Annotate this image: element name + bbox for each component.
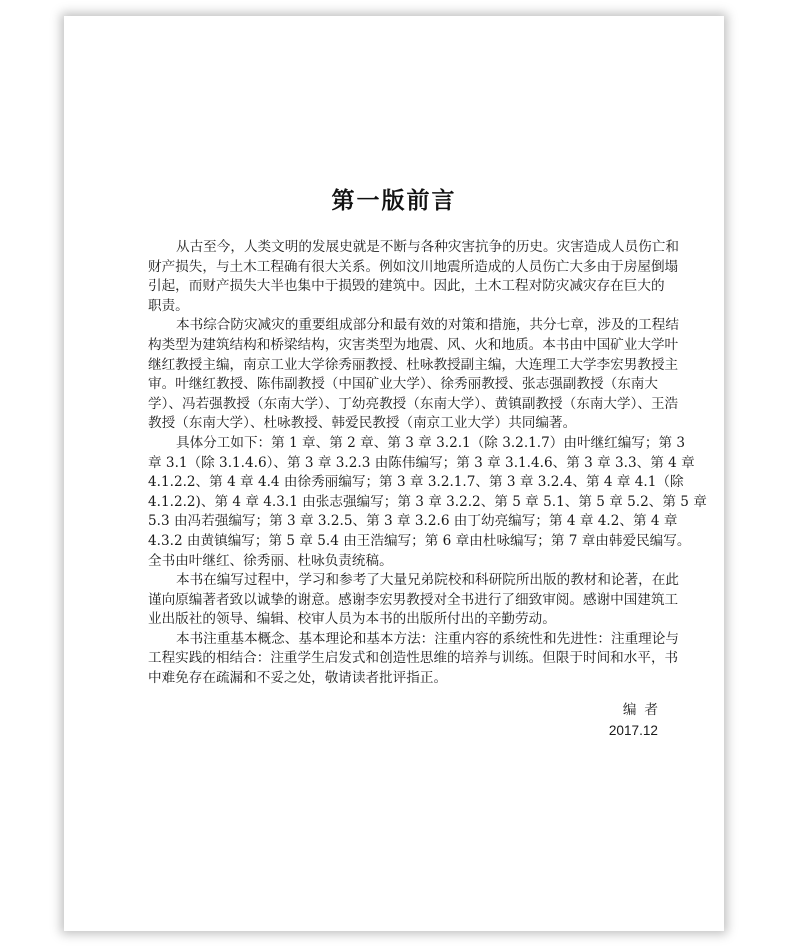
- text-line: 全书由叶继红、徐秀丽、杜咏负责统稿。: [148, 552, 393, 569]
- editor-signature: 编者: [622, 702, 666, 717]
- text-line: 从古至今，人类文明的发展史就是不断与各种灾害抗争的历史。灾害造成人员伤亡和: [176, 239, 679, 255]
- paragraph: [148, 434, 707, 571]
- preface-date: 2017.12: [608, 723, 658, 738]
- preface-body: [148, 238, 707, 689]
- text-line: 本书注重基本概念、基本理论和基本方法：注重内容的系统性和先进性：注重理论与: [176, 630, 679, 647]
- text-line: 业出版社的领导、编辑、校审人员为本书的出版所付出的辛勤劳动。: [148, 611, 556, 628]
- text-line: 中难免存在疏漏和不妥之处，敬请读者批评指正。: [148, 670, 448, 687]
- text-line: 引起，而财产损失大半也集中于损毁的建筑中。因此，土木工程对防灾减灾存在巨大的: [148, 278, 665, 295]
- paragraph: [148, 238, 679, 316]
- text-line: 本书综合防灾减灾的重要组成部分和最有效的对策和措施，共分七章，涉及的工程结: [176, 317, 679, 334]
- text-line: 谨向原编著者致以诚挚的谢意。感谢李宏男教授对全书进行了细致审阅。感谢中国建筑工: [148, 591, 679, 608]
- page-title: 第一版前言: [331, 188, 457, 214]
- text-line: 教授（东南大学）、杜咏教授、韩爱民教授（南京工业大学）共同编著。: [148, 415, 577, 432]
- document-page: [64, 16, 724, 931]
- paragraph: [148, 316, 679, 434]
- text-line: 审。叶继红教授、陈伟副教授（中国矿业大学）、徐秀丽教授、张志强副教授（东南大: [148, 376, 658, 393]
- text-line: 学）、冯若强教授（东南大学）、丁幼亮教授（东南大学）、黄镇副教授（东南大学）、王浩: [148, 395, 679, 412]
- paragraph: [148, 630, 679, 689]
- text-line: 具体分工如下：第 1 章、第 2 章、第 3 章 3.2.1（除 3.2.1.7）由叶继红编写；第 3: [176, 434, 686, 451]
- text-line: 4.1.2.2、第 4 章 4.4 由徐秀丽编写；第 3 章 3.2.1.7、第 3 章 3.2.4、第 4 章 4.1（除: [148, 474, 684, 491]
- text-line: 5.3 由冯若强编写；第 3 章 3.2.5、第 3 章 3.2.6 由丁幼亮编写；第 4 章 4.2、第 4 章: [148, 513, 678, 530]
- paragraph: [148, 571, 679, 630]
- text-line: 构类型为建筑结构和桥梁结构，灾害类型为地震、风、火和地质。本书由中国矿业大学叶: [148, 336, 679, 353]
- text-line: 4.3.2 由黄镇编写；第 5 章 5.4 由王浩编写；第 6 章由杜咏编写；第 7 章由韩爱民编写。: [148, 532, 691, 549]
- text-line: 继红教授主编，南京工业大学徐秀丽教授、杜咏教授副主编，大连理工大学李宏男教授主: [148, 356, 679, 373]
- text-line: 工程实践的相结合：注重学生启发式和创造性思维的培养与训练。但限于时间和水平，书: [148, 650, 679, 667]
- text-line: 4.1.2.2)、第 4 章 4.3.1 由张志强编写；第 3 章 3.2.2、第 5 章 5.1、第 5 章 5.2、第 5 章: [148, 493, 707, 510]
- text-line: 财产损失，与土木工程确有很大关系。例如汶川地震所造成的人员伤亡大多由于房屋倒塌: [148, 258, 679, 275]
- text-line: 章 3.1（除 3.1.4.6）、第 3 章 3.2.3 由陈伟编写；第 3 章 3.1.4.6、第 3 章 3.3、第 4 章: [148, 454, 695, 471]
- text-line: 职责。: [148, 297, 189, 314]
- text-line: 本书在编写过程中，学习和参考了大量兄弟院校和科研院所出版的教材和论著，在此: [176, 572, 679, 589]
